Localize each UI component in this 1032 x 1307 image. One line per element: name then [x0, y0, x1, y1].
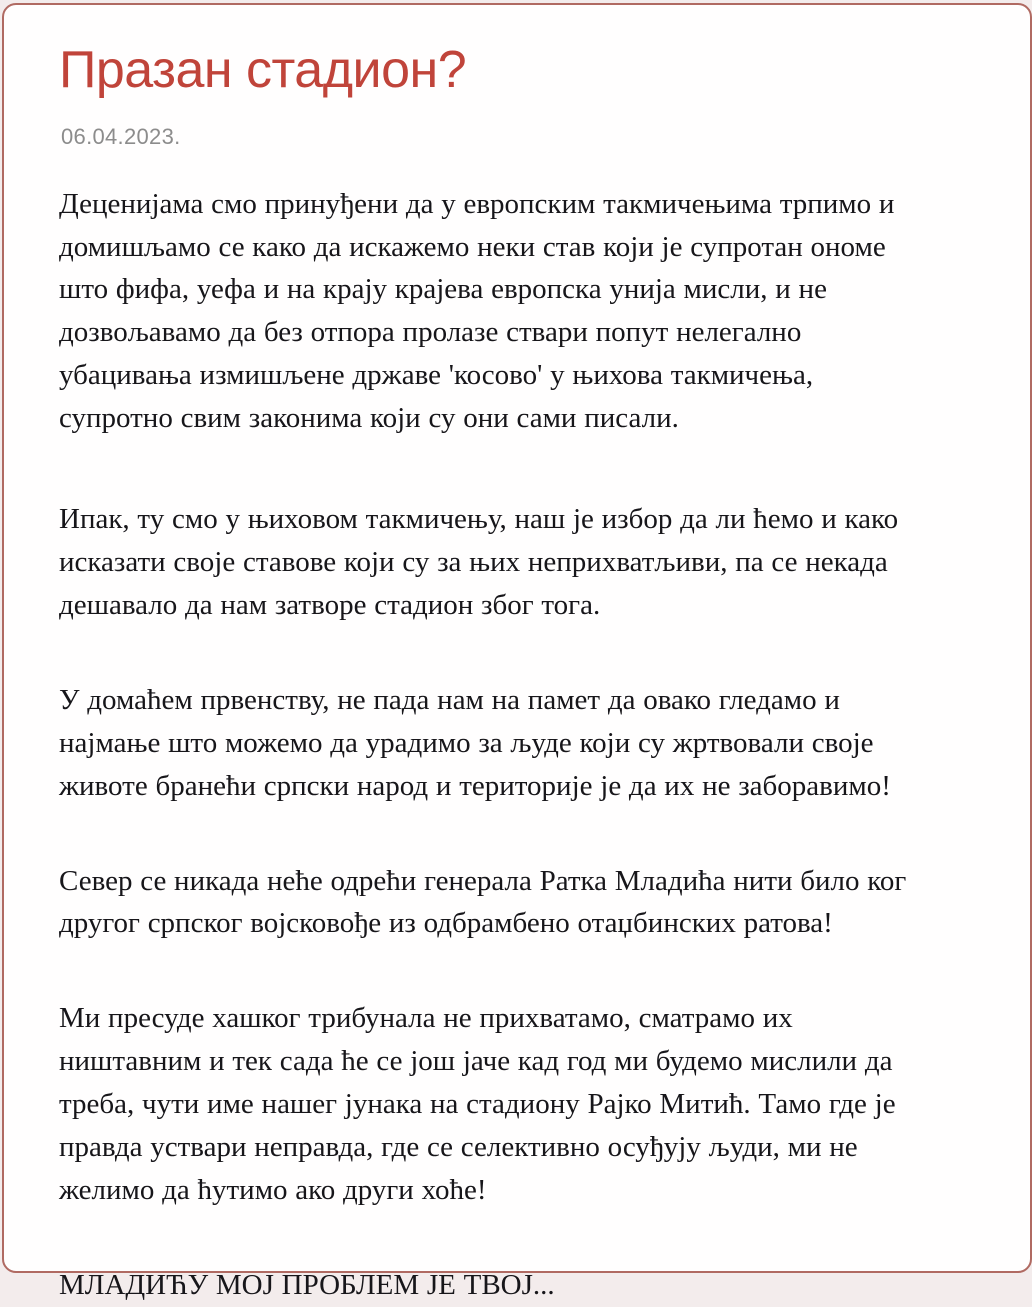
article-content-wrapper — [4, 5, 1030, 1307]
article-paragraph: У домаћем првенству, не пада нам на памет да овако гледамо и најмање што можемо да урадимо за људе који су жртвовали своје животе бранећи српски народ и територије је да их не заборавимо! — [59, 683, 891, 802]
article-paragraph: Север се никада неће одрећи генерала Ратка Младића нити било ког другог српског војсковође из одбрамбено отаџбинских ратова! — [59, 864, 907, 940]
page-title: Празан стадион? — [59, 41, 467, 99]
article-paragraph: Ми пресуде хашког трибунала не прихватамо, сматрамо их ништавним и тек сада ће се још јаче кад год ми будемо мислили да треба, чути име нашег јунака на стадиону Рајко Митић. Тамо где је правда уствари неправда, где се селективно осуђују људи, ми не желимо да ћутимо ако други хоће! — [59, 1002, 896, 1206]
article-body — [59, 183, 911, 1307]
article-paragraph: Ипак, ту смо у њиховом такмичењу, наш је избор да ли ћемо и како исказати своје ставове који су за њих неприхватљиви, па се некада дешавало да нам затворе стадион због тога. — [59, 503, 899, 621]
article-date: 06.04.2023. — [61, 124, 181, 150]
article-card — [2, 3, 1032, 1301]
article-closing-line: МЛАДИЋУ МОЈ ПРОБЛЕМ ЈЕ ТВОЈ... — [59, 1268, 555, 1301]
article-paragraph: Деценијама смо принуђени да у европским такмичењима трпимо и домишљамо се како да искажемо неки став који је супротан ономе што фифа, уефа и на крају крајева европска унија мисли, и не дозвољавамо да без отпора пролазе ствари попут нелегално убацивања измишљене државе 'косово' у њихова такмичења, супротно свим законима који су они сами писали. — [59, 187, 895, 435]
